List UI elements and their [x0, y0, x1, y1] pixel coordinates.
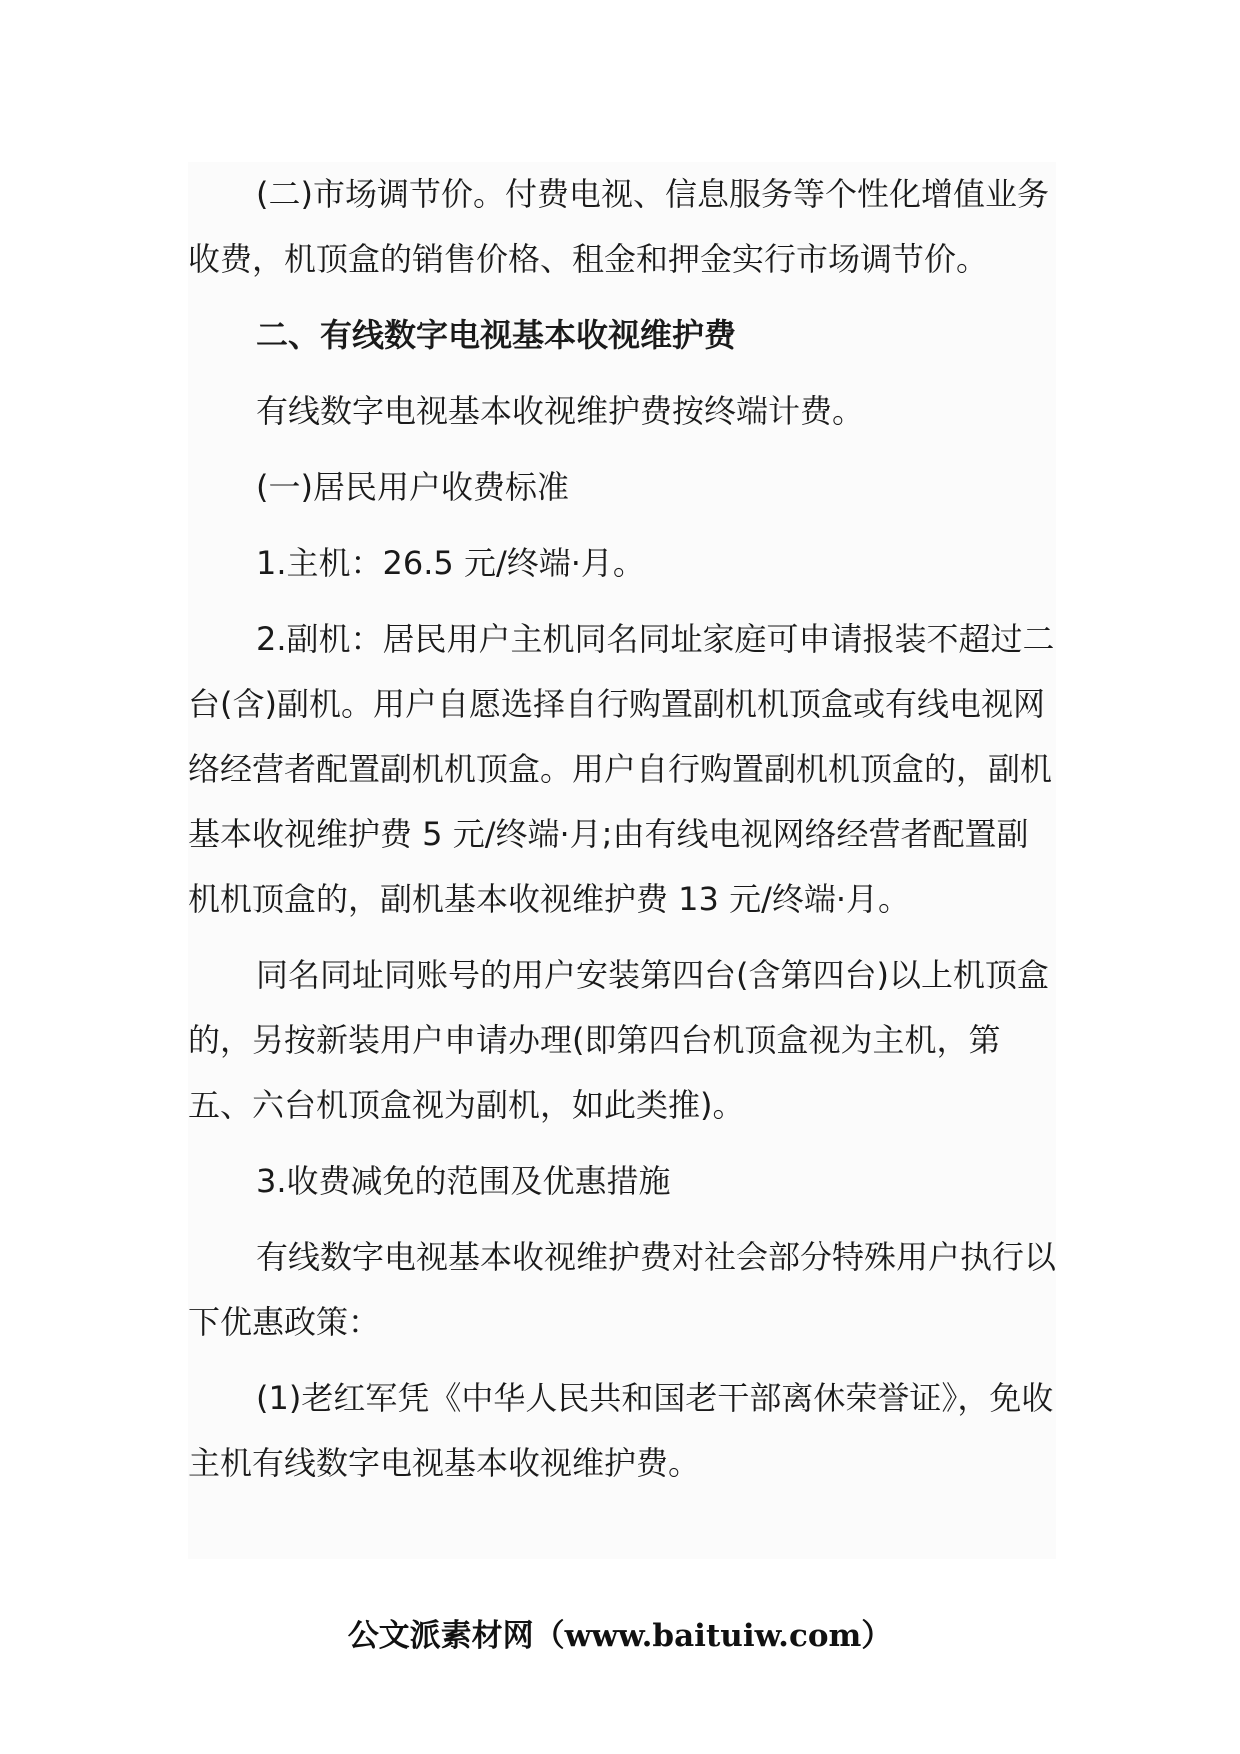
footer-watermark: 公文派素材网（www.baituiw.com）	[347, 1618, 893, 1654]
paragraph-red-army: (1)老红军凭《中华人民共和国老干部离休荣誉证》，免收主机有线数字电视基本收视维护费。	[188, 1379, 1054, 1482]
paragraph-market-price: (二)市场调节价。付费电视、信息服务等个性化增值业务收费，机顶盒的销售价格、租金和押金实行市场调节价。	[188, 175, 1049, 278]
paragraph-resident-standard: (一)居民用户收费标准	[256, 468, 569, 506]
paragraph-reduction-scope: 3.收费减免的范围及优惠措施	[256, 1162, 671, 1200]
paragraph-fourth-box: 同名同址同账号的用户安装第四台(含第四台)以上机顶盒的，另按新装用户申请办理(即第四台机顶盒视为主机，第五、六台机顶盒视为副机，如此类推)。	[188, 956, 1049, 1124]
paragraph-preferential-policy: 有线数字电视基本收视维护费对社会部分特殊用户执行以下优惠政策：	[188, 1238, 1057, 1341]
section-heading: 二、有线数字电视基本收视维护费	[256, 316, 737, 354]
paragraph-main-unit: 1.主机：26.5 元/终端·月。	[256, 544, 645, 582]
document-body	[188, 162, 1056, 1559]
paragraph-billing-basis: 有线数字电视基本收视维护费按终端计费。	[256, 392, 865, 430]
paragraph-secondary-unit: 2.副机：居民用户主机同名同址家庭可申请报装不超过二台(含)副机。用户自愿选择自行购置副机机顶盒或有线电视网络经营者配置副机机顶盒。用户自行购置副机机顶盒的，副机基本收视维护费 5 元/终端·月;由有线电视网络经营者配置副机机顶盒的，副机基本收视维护费 13 元/终端·月。	[188, 620, 1055, 918]
